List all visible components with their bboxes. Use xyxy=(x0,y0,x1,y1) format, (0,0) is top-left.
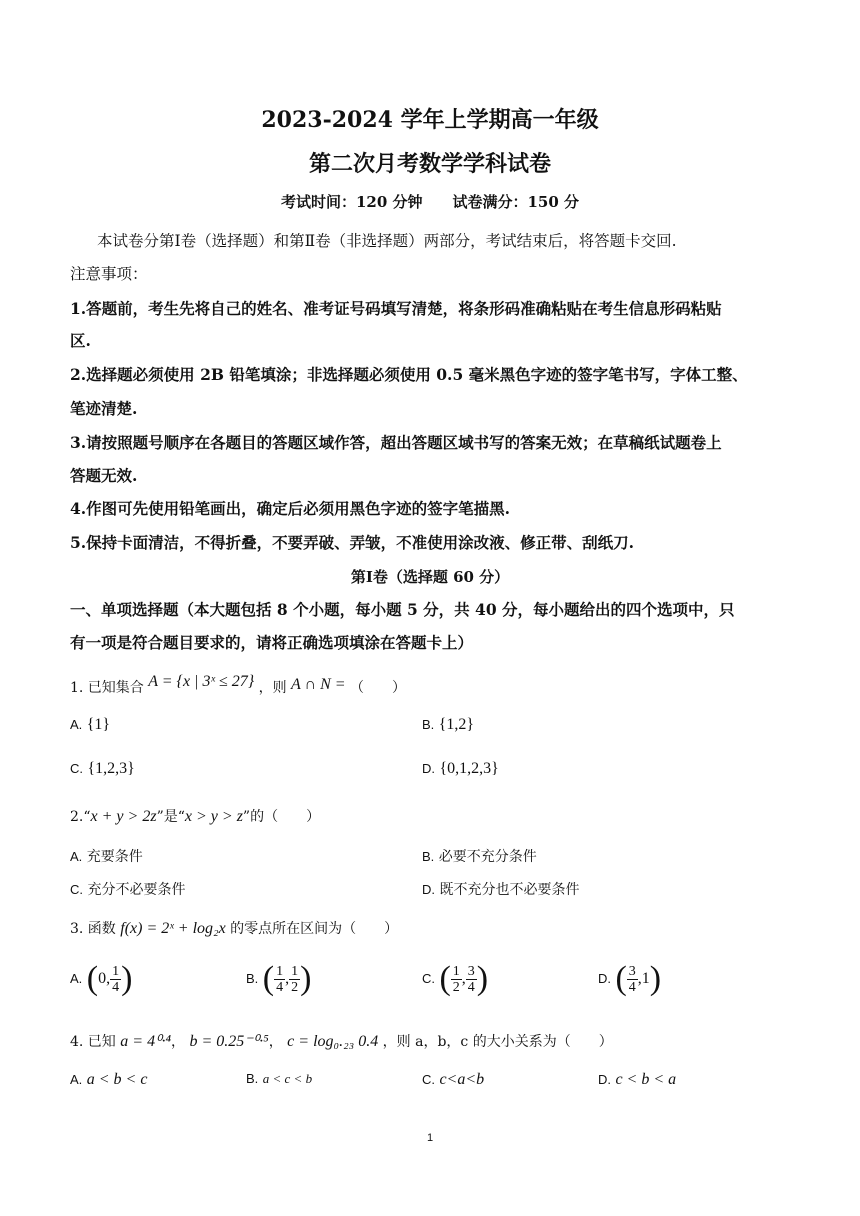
option-letter: A. xyxy=(70,971,83,986)
option-letter: D. xyxy=(598,971,611,986)
note-3b: 答题无效. xyxy=(70,466,138,485)
option-value: 充要条件 xyxy=(86,849,143,865)
note-4: 4.作图可先使用铅笔画出，确定后必须用黑色字迹的签字笔描黑. xyxy=(70,499,511,518)
q1-paren: （ ） xyxy=(350,680,407,696)
option-value: 必要不充分条件 xyxy=(438,849,537,865)
interval-left: 0 xyxy=(98,970,107,987)
option-value: {1} xyxy=(86,716,111,733)
q4-prefix: 4. 已知 xyxy=(70,1034,116,1050)
option-value: {0,1,2,3} xyxy=(439,760,499,777)
fraction: $\frac{1}{4}$ xyxy=(112,963,120,995)
q1-expression: A ∩ N = xyxy=(291,676,346,693)
option-letter: D. xyxy=(598,1072,611,1087)
option-value: a < c < b xyxy=(262,1071,313,1086)
q4-c-expression: c = log₀.₂₃ 0.4 xyxy=(287,1033,379,1050)
question-2 xyxy=(70,806,320,826)
q1-option-a[interactable] xyxy=(70,716,110,734)
q3-suffix: 的零点所在区间为（ ） xyxy=(230,921,399,937)
option-value: c<a<b xyxy=(439,1071,485,1088)
option-letter: B. xyxy=(246,971,259,986)
option-value: 既不充分也不必要条件 xyxy=(439,882,580,898)
option-letter: C. xyxy=(422,971,435,986)
q3-option-d[interactable]: D. ( $\frac{3}{4}$ ,1) xyxy=(598,960,662,997)
fraction: $\frac{1}{2}$ xyxy=(291,963,299,995)
option-value: c < b < a xyxy=(615,1071,677,1088)
option-letter: A. xyxy=(70,717,83,732)
fraction: $\frac{3}{4}$ xyxy=(467,963,475,995)
q3-prefix: 3. 函数 xyxy=(70,921,116,937)
option-letter: C. xyxy=(422,1072,435,1087)
notes-title: 注意事项： xyxy=(70,265,148,283)
option-letter: A. xyxy=(70,1072,83,1087)
question-4: 4. 已知 a = 4⁰·⁴， b = 0.25⁻⁰·⁵， c = log₀.₂₃ 0.4 ，则 a，b，c 的大小关系为（ ） xyxy=(70,1033,613,1050)
option-letter: B. xyxy=(246,1071,259,1086)
intro-text: 本试卷分第Ⅰ卷（选择题）和第Ⅱ卷（非选择题）两部分，考试结束后，将答题卡交回. xyxy=(97,232,677,250)
part-title-line2: 有一项是符合题目要求的，请将正确选项填涂在答题卡上） xyxy=(70,633,474,652)
q1-set-expression: A = {x | 3ˣ ≤ 27} xyxy=(148,673,255,690)
exam-info: 考试时间：120 分钟 试卷满分：150 分 xyxy=(280,193,580,211)
q2-quote-open: “ xyxy=(83,809,91,825)
q4-b-expression: b = 0.25⁻⁰·⁵ xyxy=(189,1033,269,1050)
option-value: a < b < c xyxy=(86,1071,148,1088)
q3-function-expression: f(x) = 2ˣ + log₂x xyxy=(120,920,226,937)
option-letter: C. xyxy=(70,882,83,897)
section-title: 第Ⅰ卷（选择题 60 分） xyxy=(350,568,510,586)
option-letter: A. xyxy=(70,849,83,864)
q2-number: 2. xyxy=(70,809,84,825)
question-3 xyxy=(70,918,398,938)
note-1a: 1.答题前，考生先将自己的姓名、准考证号码填写清楚，将条形码准确粘贴在考生信息形码粘贴 xyxy=(70,299,722,318)
fraction: $\frac{1}{2}$ xyxy=(452,963,460,995)
option-value: 充分不必要条件 xyxy=(87,882,186,898)
q2-option-a[interactable] xyxy=(70,846,143,866)
q2-connector: ”是“ xyxy=(156,809,185,825)
q4-option-a[interactable] xyxy=(70,1071,147,1089)
option-letter: B. xyxy=(422,717,435,732)
q4-option-b[interactable] xyxy=(246,1071,312,1087)
q1-option-b[interactable] xyxy=(422,716,474,734)
note-2b: 笔迹清楚. xyxy=(70,399,138,418)
fraction: $\frac{3}{4}$ xyxy=(628,963,636,995)
note-2a: 2.选择题必须使用 2B 铅笔填涂；非选择题必须使用 0.5 毫米黑色字迹的签字笔书写，字体工整、 xyxy=(70,365,748,384)
q3-option-c[interactable]: C. ( $\frac{1}{2}$ , $\frac{3}{4}$ ) xyxy=(422,960,489,997)
exam-title-line1: 2023-2024 学年上学期高一年级 xyxy=(261,107,599,133)
option-value: {1,2} xyxy=(438,716,475,733)
note-1b: 区. xyxy=(70,331,91,350)
option-letter: D. xyxy=(422,761,435,776)
note-3a: 3.请按照题号顺序在各题目的答题区域作答，超出答题区域书写的答案无效；在草稿纸试题卷上 xyxy=(70,433,722,452)
q3-option-b[interactable]: B. ( $\frac{1}{4}$ , $\frac{1}{2}$ ) xyxy=(246,960,312,997)
q1-prefix: 1. 已知集合 xyxy=(70,680,144,696)
q4-suffix: ，则 a，b，c 的大小关系为（ ） xyxy=(382,1034,613,1050)
interval-right: 1 xyxy=(641,970,650,987)
q2-expression-1: x + y > 2z xyxy=(90,808,157,825)
part-title-line1: 一、单项选择题（本大题包括 8 个小题，每小题 5 分，共 40 分，每小题给出的四个选项中，只 xyxy=(70,600,735,619)
note-5: 5.保持卡面清洁，不得折叠，不要弄破、弄皱，不准使用涂改液、修正带、刮纸刀. xyxy=(70,533,635,552)
q1-option-d[interactable] xyxy=(422,760,499,778)
q4-a-expression: a = 4⁰·⁴ xyxy=(120,1033,172,1050)
option-letter: B. xyxy=(422,849,435,864)
option-letter: D. xyxy=(422,882,435,897)
option-value: {1,2,3} xyxy=(87,760,135,777)
q2-option-d[interactable] xyxy=(422,879,579,899)
q3-option-a[interactable]: A. (0, $\frac{1}{4}$ ) xyxy=(70,960,133,997)
page-number: 1 xyxy=(426,1132,434,1144)
q4-option-c[interactable] xyxy=(422,1071,484,1089)
q2-suffix: ”的（ ） xyxy=(242,809,321,825)
q2-option-c[interactable] xyxy=(70,879,185,899)
fraction: $\frac{1}{4}$ xyxy=(276,963,284,995)
q2-option-b[interactable] xyxy=(422,846,537,866)
q2-expression-2: x > y > z xyxy=(184,808,243,825)
exam-title-line2: 第二次月考数学学科试卷 xyxy=(308,151,551,177)
question-1 xyxy=(70,673,407,697)
q4-option-d[interactable] xyxy=(598,1071,676,1089)
q1-mid: ，则 xyxy=(258,680,287,696)
option-letter: C. xyxy=(70,761,83,776)
q1-option-c[interactable] xyxy=(70,760,135,778)
